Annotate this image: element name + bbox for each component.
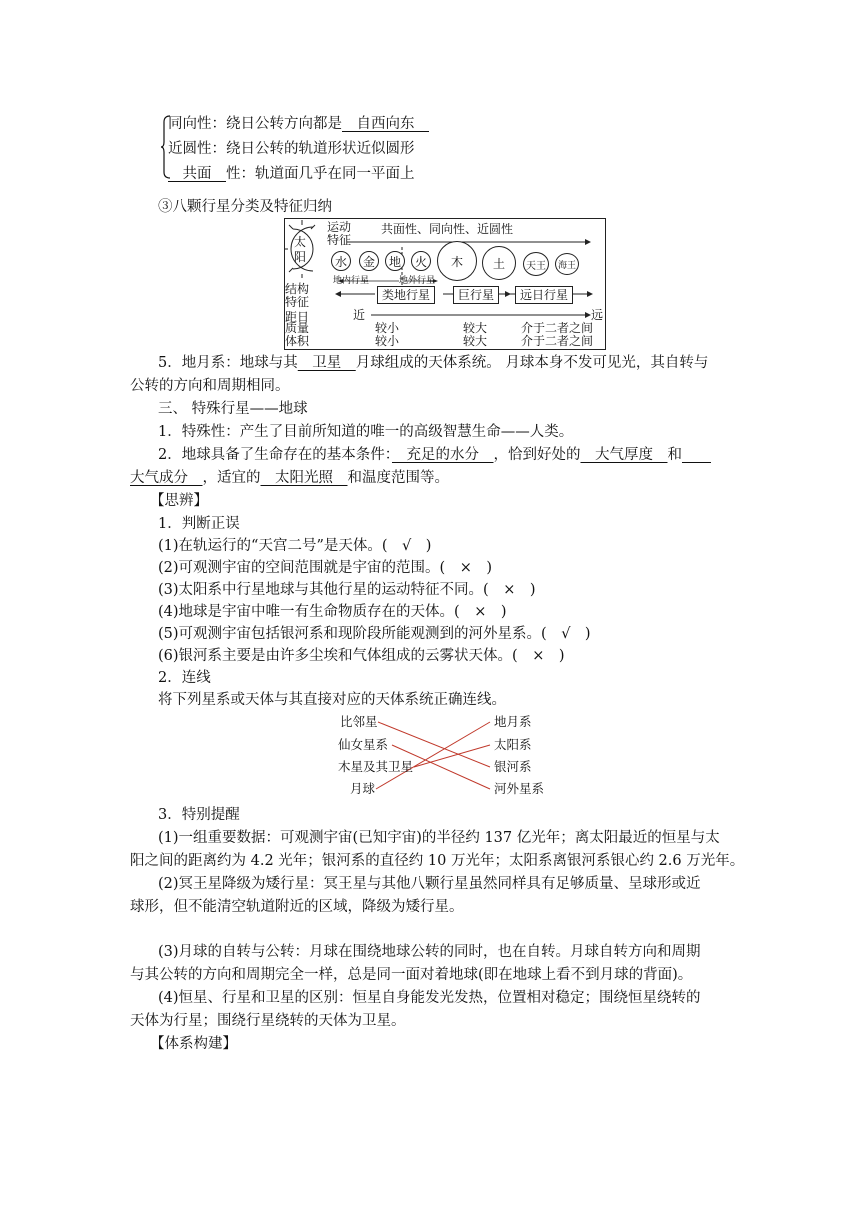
terrestrial-volume: 较小 [375, 334, 400, 348]
sun-label: 太 阳 [294, 235, 307, 264]
remind-1-cont: 阳之间的距离约为 4.2 光年；银河系的直径约 10 万光年；太阳系离银河系银心约 2.6 万光年。 [130, 853, 745, 869]
orbit-coplanar: 共面 性：轨道面几乎在同一平面上 [168, 166, 415, 182]
distance-far: 远 [591, 308, 604, 322]
judge-item: (3)太阳系中行星地球与其他行星的运动特征不同。( × ) [158, 582, 536, 598]
distance-near: 近 [353, 308, 366, 322]
planet-uranus: 天王 [523, 252, 549, 276]
link-line [414, 745, 490, 767]
judge-item: (5)可观测宇宙包括银河系和现阶段所能观测到的河外星系。( √ ) [158, 626, 591, 642]
planet-venus: 金 [359, 251, 379, 271]
terrestrial-planet-box: 类地行星 [377, 286, 435, 304]
section-special-planet-heading: 三、 特殊行星——地球 [158, 401, 308, 417]
remind-title: 3．特别提醒 [158, 807, 240, 823]
giant-planet-box: 巨行星 [453, 286, 499, 304]
link-intro: 将下列星系或天体与其直接对应的天体系统正确连线。 [158, 692, 506, 708]
section-planet-classification-title: ③八颗行星分类及特征归纳 [158, 199, 332, 215]
planet-classification-figure [284, 218, 606, 350]
planet-earth: 地 [385, 251, 405, 271]
planet-mercury: 水 [331, 251, 351, 271]
planet-saturn: 土 [482, 246, 516, 280]
judge-item: (1)在轨运行的“天宫二号”是天体。( √ ) [158, 538, 432, 554]
remind-4: (4)恒星、行星和卫星的区别：恒星自身能发光发热，位置相对稳定；围绕恒星绕转的 [158, 990, 701, 1006]
system-title: 【体系构建】 [150, 1036, 237, 1052]
remind-3-cont: 与其公转的方向和周期完全一样，总是同一面对着地球(即在地球上看不到月球的背面)。 [130, 967, 693, 983]
structure-feature-label: 结构 特征 [285, 282, 310, 309]
link-right-item: 地月系 [494, 714, 532, 729]
remind-1: (1)一组重要数据：可观测宇宙(已知宇宙)的半径约 137 亿光年；离太阳最近的恒星与太 [158, 830, 720, 846]
motion-feature-text: 共面性、同向性、近圆性 [381, 222, 514, 236]
remind-2: (2)冥王星降级为矮行星：冥王星与其他八颗行星虽然同样具有足够质量、呈球形或近 [158, 876, 701, 892]
judge-item: (6)银河系主要是由许多尘埃和气体组成的云雾状天体。( × ) [158, 648, 565, 664]
special-1: 1．特殊性：产生了目前所知道的唯一的高级智慧生命——人类。 [158, 424, 574, 440]
planet-mars: 火 [411, 251, 431, 271]
remind-2-cont: 球形，但不能清空轨道附近的区域，降级为矮行星。 [130, 899, 464, 915]
far-mass: 介于二者之间 [521, 321, 594, 335]
link-left-item: 月球 [350, 781, 376, 796]
planet-neptune: 海王 [555, 253, 579, 275]
link-right-item: 太阳系 [494, 737, 532, 752]
far-volume: 介于二者之间 [521, 334, 594, 348]
volume-label: 体积 [285, 334, 310, 348]
think-title: 【思辨】 [150, 493, 208, 509]
judge-item: (4)地球是宇宙中唯一有生命物质存在的天体。( × ) [158, 604, 507, 620]
terrestrial-mass: 较小 [375, 321, 400, 335]
link-title: 2．连线 [158, 670, 211, 686]
remind-3: (3)月球的自转与公转：月球在围绕地球公转的同时，也在自转。月球自转方向和周期 [158, 944, 701, 960]
orbit-near-circular: 近圆性：绕日公转的轨道形状近似圆形 [168, 141, 415, 157]
matching-diagram [330, 710, 560, 800]
link-right-item: 银河系 [494, 759, 532, 774]
item5-earth-moon-system: 5．地月系：地球与其 卫星 月球组成的天体系统。 月球本身不发可见光，其自转与 [158, 355, 709, 371]
giant-mass: 较大 [463, 321, 488, 335]
judge-item: (2)可观测宇宙的空间范围就是宇宙的范围。( × ) [158, 560, 493, 576]
link-left-item: 仙女星系 [338, 737, 389, 752]
mass-label: 质量 [285, 321, 310, 335]
outer-planet-label: 地外行星 [399, 276, 436, 286]
item5-line2: 公转的方向和周期相同。 [130, 378, 290, 394]
link-left-item: 木星及其卫星 [338, 759, 414, 774]
link-left-item: 比邻星 [340, 714, 378, 729]
planet-jupiter: 木 [437, 241, 477, 281]
giant-volume: 较大 [463, 334, 488, 348]
distance-label: 距日 [285, 310, 310, 324]
special-2-line2: 大气成分 ，适宜的 太阳光照 和温度范围等。 [130, 470, 449, 486]
orbit-same-direction: 同向性：绕日公转方向都是 自西向东 [168, 116, 429, 132]
far-planet-box: 远日行星 [515, 286, 573, 304]
remind-4-cont: 天体为行星；围绕行星绕转的天体为卫星。 [130, 1013, 406, 1029]
inner-planet-label: 地内行星 [333, 276, 370, 286]
special-2: 2．地球具备了生命存在的基本条件： 充足的水分 ，恰到好处的 大气厚度 和 [158, 447, 682, 463]
link-right-item: 河外星系 [494, 781, 545, 796]
judge-title: 1．判断正误 [158, 516, 240, 532]
motion-feature-label: 运动 特征 [327, 220, 352, 247]
link-line [376, 722, 490, 789]
